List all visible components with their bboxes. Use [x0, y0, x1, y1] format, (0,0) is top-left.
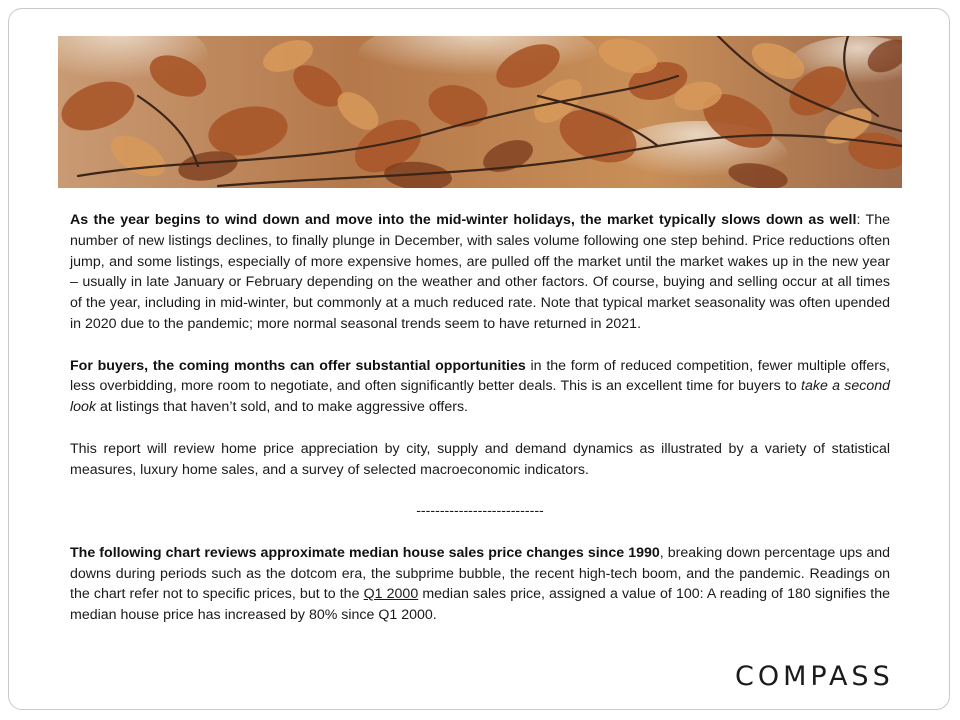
autumn-leaves-image	[58, 36, 902, 188]
p2-body: in the form of reduced competition, fewer multiple offers, less overbidding, more room to negotiate, and often significantly better deals. This is an excellent time for buyers to	[70, 357, 891, 395]
autumn-leaves-banner	[58, 36, 902, 188]
p1-lead: As the year begins to wind down and move into the mid-winter holidays, the market typically slows down as well	[70, 212, 857, 228]
paragraph-buyer-opportunities	[70, 356, 890, 418]
body-text	[70, 210, 890, 647]
section-separator: ---------------------------	[416, 503, 544, 520]
p4-end: median sales price, assigned a value of 100: A reading of 180 signifies the median house price has increased by 80% since Q1 2000.	[70, 586, 891, 624]
p4-lead: The following chart reviews approximate median house sales price changes since 1990	[70, 544, 660, 561]
p4-body: , breaking down percentage ups and downs during periods such as the dotcom era, the subprime bubble, the recent high-tech boom, and the pandemic. Readings on the chart refer not to specific prices, but to the	[70, 544, 890, 603]
paragraph-chart-intro	[70, 543, 890, 626]
p2-lead: For buyers, the coming months can offer substantial opportunities	[70, 357, 526, 374]
paragraph-report-overview: This report will review home price appreciation by city, supply and demand dynamics as illustrated by a variety of statistical measures, luxury home sales, and a survey of selected macroeconomic indicators.	[70, 440, 890, 478]
p1-body: : The number of new listings declines, to finally plunge in December, with sales volume following one step behind. Price reductions often jump, and some listings, especially of more expensive homes, are pulled off the market until the market wakes up in the new year – usually in late January or February depending on the weather and other factors. Of course, buying and selling occur at all times of the year, including in mid-winter, but commonly at a much reduced rate. Note that typical market seasonality was often upended in 2020 due to the pandemic; more normal seasonal trends seem to have returned in 2021.	[70, 212, 891, 332]
compass-logo: COMPASS	[735, 660, 894, 692]
paragraph-market-slowdown	[70, 210, 890, 335]
p2-end: at listings that haven’t sold, and to make aggressive offers.	[96, 399, 469, 416]
p4-underline: Q1 2000	[363, 586, 419, 603]
p2-emphasis: take a second look	[70, 378, 890, 416]
